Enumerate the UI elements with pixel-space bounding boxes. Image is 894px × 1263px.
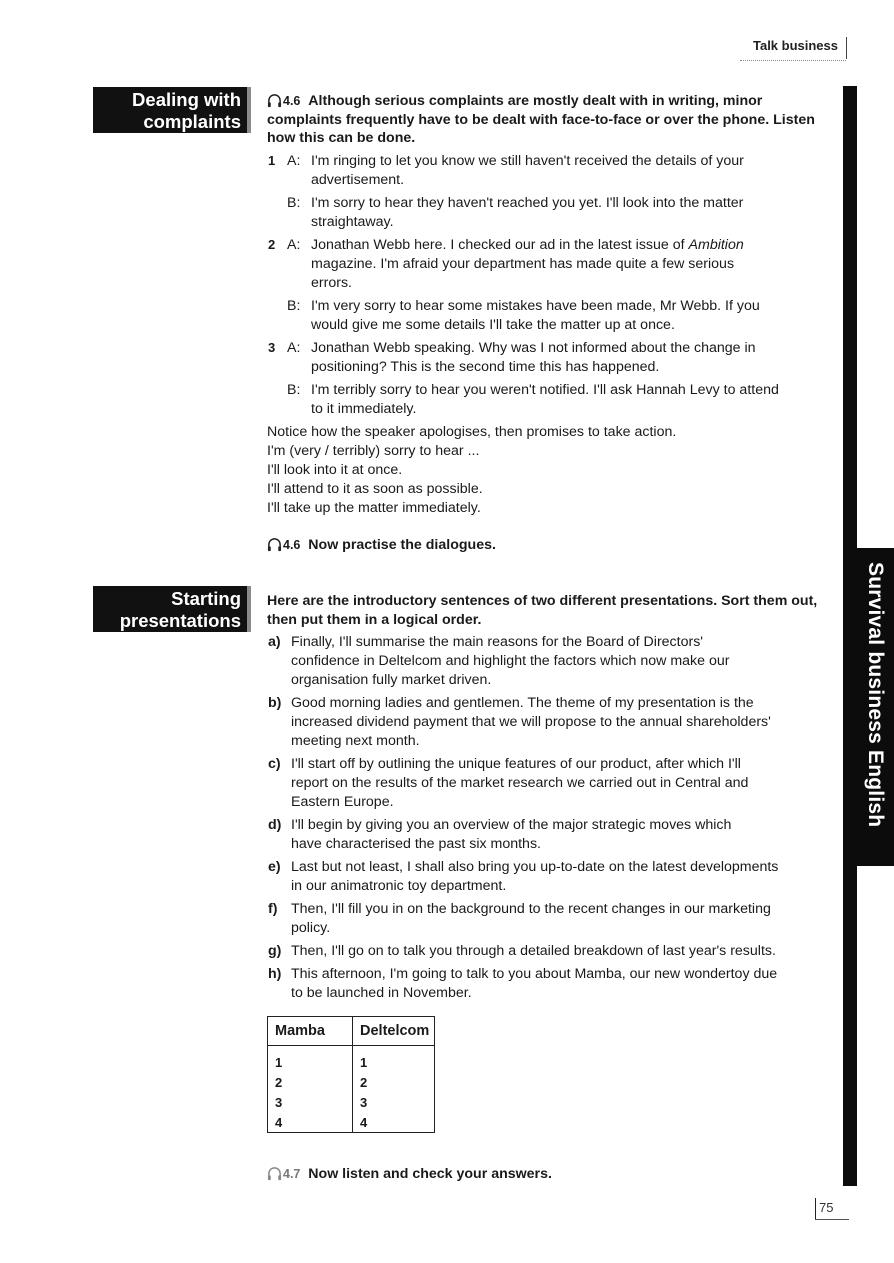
speaker-label: A:	[287, 153, 301, 169]
page-number-text: 75	[819, 1200, 834, 1215]
item-line: organisation fully market driven.	[291, 672, 492, 688]
instruction-line: Here are the introductory sentences of two different presentations. Sort them out,	[267, 593, 818, 609]
section-label-starting-presentations	[93, 586, 251, 632]
table-row	[268, 1072, 435, 1092]
running-header	[740, 37, 850, 61]
item-letter: b)	[268, 695, 282, 711]
dialogue-number: 3	[268, 340, 276, 355]
page-number	[815, 1198, 849, 1222]
headphones-icon	[267, 93, 282, 108]
dialogue-line: I'm ringing to let you know we still haven't received the details of your	[311, 153, 744, 169]
item-line: report on the results of the market research we carried out in Central and	[291, 775, 749, 791]
dialogue-line: I'm terribly sorry to hear you weren't notified. I'll ask Hannah Levy to attend	[311, 382, 779, 398]
item-letter: a)	[268, 634, 281, 650]
item-line: I'll begin by giving you an overview of the major strategic moves which	[291, 817, 732, 833]
item-letter: g)	[268, 943, 282, 959]
section-label-dealing-with-complaints	[93, 87, 251, 133]
instruction-line: complaints frequently have to be dealt with face-to-face or over the phone. Listen	[267, 112, 815, 128]
track-number: 4.7	[283, 1167, 301, 1181]
note-line: Notice how the speaker apologises, then promises to take action.	[267, 424, 677, 440]
section-label-line: Starting	[171, 588, 241, 609]
dialogue-number: 1	[268, 153, 276, 168]
chapter-tab	[843, 548, 894, 866]
chapter-tab-label: Survival business English	[864, 562, 887, 828]
table-cell[interactable]: 2	[268, 1072, 353, 1092]
instruction-line: then put them in a logical order.	[267, 612, 482, 628]
dialogue-line: errors.	[311, 275, 352, 291]
item-letter: f)	[268, 901, 278, 917]
section-label-line: complaints	[143, 111, 241, 132]
item-line: increased dividend payment that we will propose to the annual shareholders'	[291, 714, 771, 730]
item-line: Eastern Europe.	[291, 794, 394, 810]
item-line: confidence in Deltelcom and highlight the factors which now make our	[291, 653, 730, 669]
dialogue-line: advertisement.	[311, 172, 405, 188]
section-label-line: presentations	[119, 610, 241, 631]
item-line: policy.	[291, 920, 331, 936]
note-line: I'll look into it at once.	[267, 462, 403, 478]
table-header: Deltelcom	[353, 1017, 435, 1046]
dialogue-line: magazine. I'm afraid your department has made quite a few serious	[311, 256, 735, 272]
table-cell[interactable]: 3	[268, 1092, 353, 1112]
table-cell[interactable]: 1	[353, 1046, 435, 1073]
table-cell[interactable]: 4	[268, 1112, 353, 1133]
table-row	[268, 1092, 435, 1112]
headphones-icon	[267, 1166, 282, 1181]
item-line: meeting next month.	[291, 733, 420, 749]
table-cell[interactable]: 3	[353, 1092, 435, 1112]
dialogue-line: Jonathan Webb here. I checked our ad in the latest issue of Ambition	[311, 237, 744, 253]
item-letter: e)	[268, 859, 281, 875]
table-cell[interactable]: 4	[353, 1112, 435, 1133]
table-header: Mamba	[268, 1017, 353, 1046]
note-line: I'll take up the matter immediately.	[267, 500, 481, 516]
dialogue-line: straightaway.	[311, 214, 394, 230]
section1-instruction	[267, 91, 762, 111]
item-line: This afternoon, I'm going to talk to you about Mamba, our new wondertoy due	[291, 966, 778, 982]
header-rule	[740, 60, 846, 61]
item-letter: h)	[268, 966, 282, 982]
item-line: Last but not least, I shall also bring you up-to-date on the latest developments	[291, 859, 779, 875]
page-number-bar	[815, 1198, 816, 1220]
note-line: I'll attend to it as soon as possible.	[267, 481, 483, 497]
dialogue-line: I'm sorry to hear they haven't reached you yet. I'll look into the matter	[311, 195, 744, 211]
dialogue-number: 2	[268, 237, 276, 252]
section-label-line: Dealing with	[132, 89, 241, 110]
magazine-title: Ambition	[688, 237, 744, 253]
dialogue-line: Jonathan Webb speaking. Why was I not informed about the change in	[311, 340, 756, 356]
item-letter: c)	[268, 756, 281, 772]
page-number-rule	[815, 1219, 849, 1220]
answer-table	[267, 1016, 435, 1133]
speaker-label: B:	[287, 298, 301, 314]
check-instruction: 4.7 Now listen and check your answers.	[267, 1164, 552, 1184]
running-header-title: Talk business	[752, 38, 838, 53]
item-line: Good morning ladies and gentlemen. The theme of my presentation is the	[291, 695, 754, 711]
note-line: I'm (very / terribly) sorry to hear ...	[267, 443, 480, 459]
item-line: have characterised the past six months.	[291, 836, 541, 852]
dialogue-line: I'm very sorry to hear some mistakes have been made, Mr Webb. If you	[311, 298, 760, 314]
item-line: Then, I'll fill you in on the background to the recent changes in our marketing	[291, 901, 771, 917]
item-line: Then, I'll go on to talk you through a detailed breakdown of last year's results.	[291, 943, 776, 959]
item-line: I'll start off by outlining the unique features of our product, after which I'll	[291, 756, 741, 772]
table-row	[268, 1046, 435, 1073]
track-number: 4.6	[283, 538, 301, 552]
speaker-label: B:	[287, 382, 301, 398]
item-line: to be launched in November.	[291, 985, 472, 1001]
table-row	[268, 1112, 435, 1133]
instruction-line: Although serious complaints are mostly dealt with in writing, minor	[308, 93, 763, 109]
table-cell[interactable]: 2	[353, 1072, 435, 1092]
speaker-label: B:	[287, 195, 301, 211]
dialogue-line: positioning? This is the second time this has happened.	[311, 359, 660, 375]
item-line: Finally, I'll summarise the main reasons for the Board of Directors'	[291, 634, 704, 650]
item-letter: d)	[268, 817, 282, 833]
header-bar	[846, 37, 847, 59]
headphones-icon	[267, 537, 282, 552]
instruction-line: how this can be done.	[267, 130, 416, 146]
speaker-label: A:	[287, 237, 301, 253]
dialogue-line: would give me some details I'll take the matter up at once.	[311, 317, 675, 333]
item-line: in our animatronic toy department.	[291, 878, 507, 894]
speaker-label: A:	[287, 340, 301, 356]
track-number: 4.6	[283, 94, 301, 108]
dialogue-line: to it immediately.	[311, 401, 417, 417]
practice-instruction: 4.6 Now practise the dialogues.	[267, 535, 496, 555]
table-cell[interactable]: 1	[268, 1046, 353, 1073]
